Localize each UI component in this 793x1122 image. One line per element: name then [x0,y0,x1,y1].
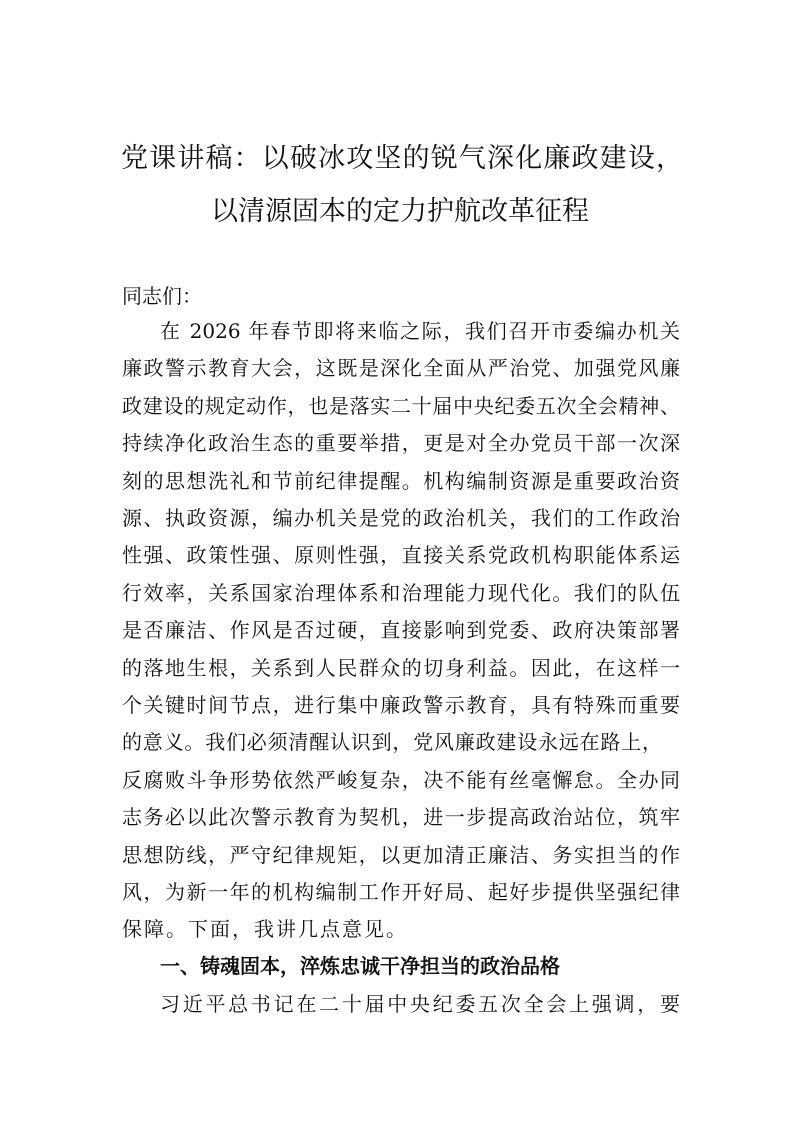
section-heading-1: 一、铸魂固本，淬炼忠诚干净担当的政治品格 [160,954,560,978]
text-line: 思想防线，严守纪律规矩，以更加清正廉洁、务实担当的作 [122,843,680,867]
text-line: 习近平总书记在二十届中央纪委五次全会上强调，要 [160,992,680,1016]
text-line: 个关键时间节点，进行集中廉政警示教育，具有特殊而重要 [122,693,680,717]
text-line: 志务必以此次警示教育为契机，进一步提高政治站位，筑牢 [122,805,680,829]
text-line: 刻的思想洗礼和节前纪律提醒。机构编制资源是重要政治资 [122,469,680,493]
salutation: 同志们： [122,284,202,308]
text-line: 风，为新一年的机构编制工作开好局、起好步提供坚强纪律 [122,880,680,904]
text-line: 是否廉洁、作风是否过硬，直接影响到党委、政府决策部署 [122,618,680,642]
text-line: 廉政警示教育大会，这既是深化全面从严治党、加强党风廉 [122,356,680,380]
text-line: 政建设的规定动作，也是落实二十届中央纪委五次全会精神、 [122,394,680,418]
text-line: 保障。下面，我讲几点意见。 [122,917,408,941]
document-title-line-2: 以清源固本的定力护航改革征程 [211,196,589,227]
text-line: 持续净化政治生态的重要举措，更是对全办党员干部一次深 [122,431,680,455]
text-line: 的意义。我们必须清醒认识到，党风廉政建设永远在路上， [122,730,662,754]
document-title-line-1: 党课讲稿：以破冰攻坚的锐气深化廉政建设， [121,143,683,174]
text-line: 性强、政策性强、原则性强，直接关系党政机构职能体系运 [122,543,680,567]
text-line: 反腐败斗争形势依然严峻复杂，决不能有丝毫懈怠。全办同 [122,768,680,792]
text-line: 源、执政资源，编办机关是党的政治机关，我们的工作政治 [122,506,680,530]
text-line: 的落地生根，关系到人民群众的切身利益。因此，在这样一 [122,656,680,680]
text-line: 在 2026 年春节即将来临之际，我们召开市委编办机关 [160,319,680,343]
text-line: 行效率，关系国家治理体系和治理能力现代化。我们的队伍 [122,581,680,605]
